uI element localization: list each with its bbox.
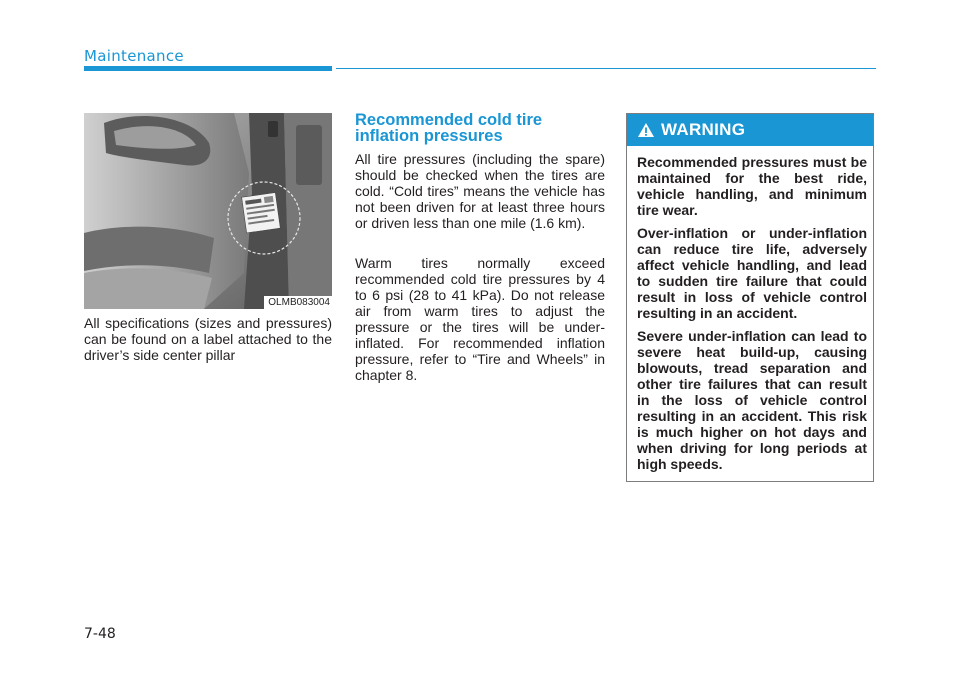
header-rule-thick xyxy=(84,66,332,71)
warning-triangle-icon xyxy=(637,122,655,138)
warning-box xyxy=(626,113,874,482)
figure-code: OLMB083004 xyxy=(264,296,332,309)
warning-body xyxy=(627,146,873,472)
warning-title: WARNING xyxy=(661,120,746,139)
warning-paragraph: Recommended pressures must be maintained for the best ride, vehicle handling, and minimum tire wear. xyxy=(637,154,867,218)
warning-paragraph: Severe under-inflation can lead to severe heat build-up, causing blowouts, tread separation and other tire failures that can result in the loss of vehicle control resulting in an accident. This risk is much higher on hot days and when driving for long periods at high speeds. xyxy=(637,328,867,472)
section-title: Maintenance xyxy=(84,47,184,65)
door-pillar-illustration xyxy=(84,113,332,309)
cold-tire-paragraph: All tire pressures (including the spare) should be checked when the tires are cold. “Cold tires” means the vehicle has not been driven for at least three hours or driven less than one mile (1.6 km). xyxy=(355,151,605,231)
warning-paragraph: Over-inflation or under-inflation can reduce tire life, adversely affect vehicle handling, and lead to sudden tire failure that could result in loss of vehicle control resulting in an accident. xyxy=(637,225,867,321)
page-number: 7-48 xyxy=(84,626,116,642)
warning-header xyxy=(627,114,873,146)
door-pillar-photo xyxy=(84,113,332,309)
warm-tire-paragraph: Warm tires normally exceed recommended cold tire pressures by 4 to 6 psi (28 to 41 kPa). Do not release air from warm tires to adjust the pressure or the tires will be under-inflated. For recommended inflation pressure, refer to “Tire and Wheels” in chapter 8. xyxy=(355,255,605,383)
section-heading: Recommended cold tire inflation pressures xyxy=(355,111,543,145)
pillar-label-paragraph: All specifications (sizes and pressures) can be found on a label attached to the driver’s side center pillar xyxy=(84,315,332,363)
header-rule-thin xyxy=(336,68,876,69)
